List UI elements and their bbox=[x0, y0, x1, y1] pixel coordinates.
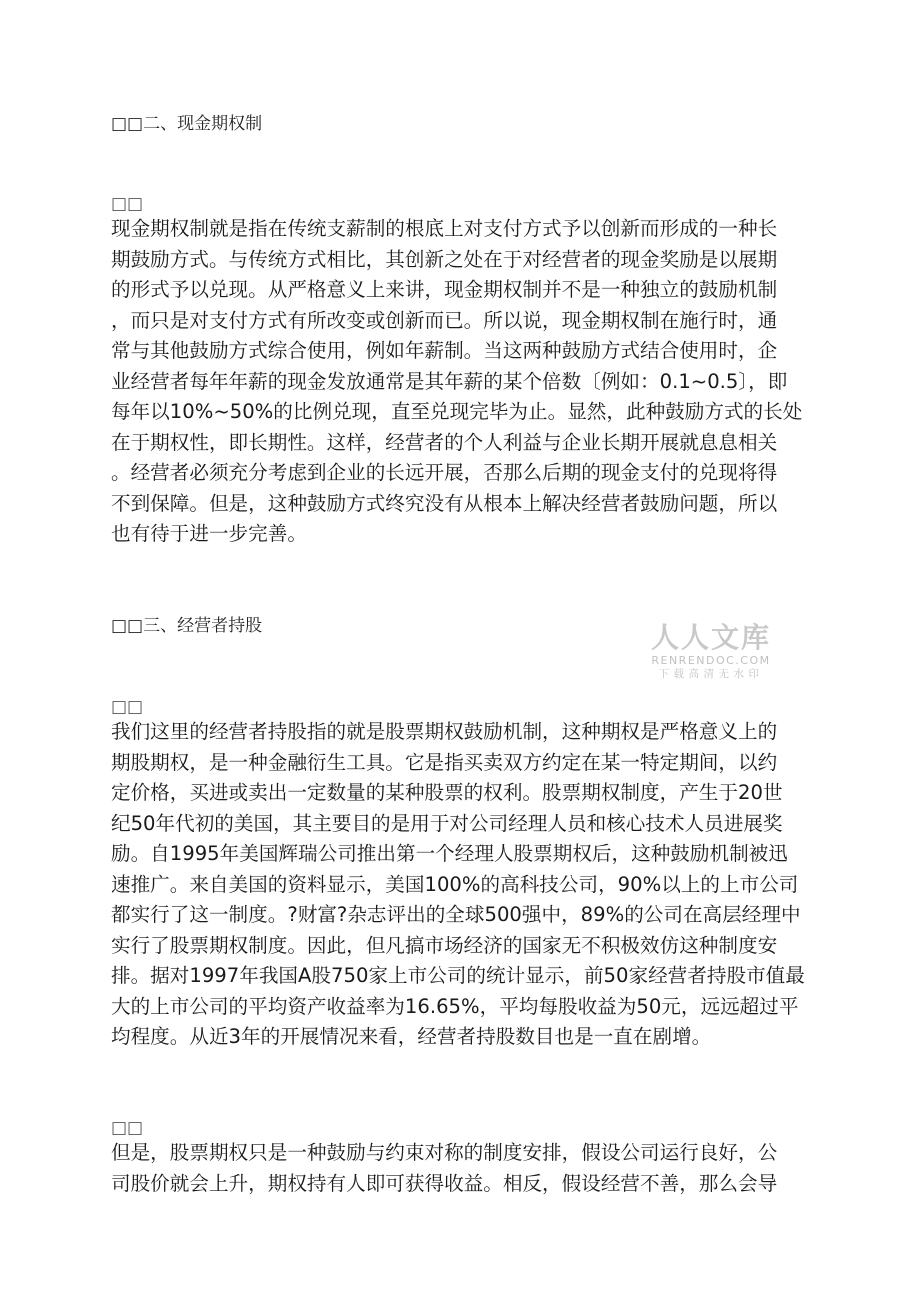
text-line: 励。自1995年美国辉瑞公司推出第一个经理人股票期权后，这种鼓励机制被迅 bbox=[111, 842, 788, 865]
watermark-logo bbox=[646, 622, 776, 681]
text-line: 纪50年代初的美国，其主要目的是用于对公司经理人员和核心技术人员进展奖 bbox=[111, 811, 783, 835]
paragraph-manager-shareholding bbox=[111, 717, 811, 1053]
text-line: 的形式予以兑现。从严格意义上来讲，现金期权制并不是一种独立的鼓励机制 bbox=[111, 278, 778, 301]
text-line: 我们这里的经营者持股指的就是股票期权鼓励机制，这种期权是严格意义上的 bbox=[111, 720, 778, 743]
text-line: 大的上市公司的平均资产收益率为16.65%，平均每股收益为50元，远远超过平 bbox=[111, 994, 799, 1018]
text-line: 实行了股票期权制度。因此，但凡搞市场经济的国家无不积极效仿这种制度安 bbox=[111, 933, 778, 957]
text-line: 都实行了这一制度。?财富?杂志评出的全球500强中，89%的公司在高层经理中 bbox=[111, 903, 801, 926]
paragraph-marker: □□ bbox=[111, 194, 144, 214]
watermark-domain: RENRENDOC.COM bbox=[651, 654, 771, 667]
text-line: 但是，股票期权只是一种鼓励与约束对称的制度安排，假设公司运行良好，公 bbox=[111, 1141, 778, 1164]
text-line: 均程度。从近3年的开展情况来看，经营者持股数目也是一直在剧增。 bbox=[111, 1025, 712, 1048]
text-line: 现金期权制就是指在传统支薪制的根底上对支付方式予以创新而形成的一种长 bbox=[111, 217, 778, 240]
text-line: 司股价就会上升，期权持有人即可获得收益。相反，假设经营不善，那么会导 bbox=[111, 1171, 778, 1195]
paragraph-cash-option bbox=[111, 214, 811, 550]
section-heading-manager-shareholding: □□三、经营者持股 bbox=[111, 616, 263, 636]
section-heading-cash-option: □□二、现金期权制 bbox=[111, 114, 263, 134]
text-line: 期鼓励方式。与传统方式相比，其创新之处在于对经营者的现金奖励是以展期 bbox=[111, 247, 778, 271]
watermark-title: 人人文库 bbox=[650, 621, 771, 654]
text-line: 也有待于进一步完善。 bbox=[111, 522, 307, 545]
paragraph-marker: □□ bbox=[111, 697, 144, 717]
text-line: 业经营者每年年薪的现金发放通常是其年薪的某个倍数〔例如：0.1~0.5〕，即 bbox=[111, 369, 788, 393]
text-line: 排。据对1997年我国A股750家上市公司的统计显示，前50家经营者持股市值最 bbox=[111, 964, 805, 987]
text-line: 不到保障。但是，这种鼓励方式终究没有从根本上解决经营者鼓励问题，所以 bbox=[111, 491, 778, 515]
text-line: 定价格，买进或卖出一定数量的某种股票的权利。股票期权制度，产生于20世 bbox=[111, 781, 783, 804]
paragraph-marker: □□ bbox=[111, 1118, 144, 1138]
watermark-subtitle: 下载高清无水印 bbox=[658, 668, 764, 680]
text-line: ，而只是对支付方式有所改变或创新而已。所以说，现金期权制在施行时，通 bbox=[111, 308, 778, 332]
text-line: 每年以10%~50%的比例兑现，直至兑现完毕为止。显然，此种鼓励方式的长处 bbox=[111, 400, 803, 423]
text-line: 速推广。来自美国的资料显示，美国100%的高科技公司，90%以上的上市公司 bbox=[111, 872, 799, 896]
text-line: 在于期权性，即长期性。这样，经营者的个人利益与企业长期开展就息息相关 bbox=[111, 430, 778, 454]
paragraph-stock-option-risk bbox=[111, 1138, 811, 1199]
text-line: 期股期权，是一种金融衍生工具。它是指买卖双方约定在某一特定期间，以约 bbox=[111, 750, 778, 774]
text-line: 。经营者必须充分考虑到企业的长远开展，否那么后期的现金支付的兑现将得 bbox=[111, 461, 778, 484]
text-line: 常与其他鼓励方式综合使用，例如年薪制。当这两种鼓励方式结合使用时，企 bbox=[111, 339, 778, 362]
